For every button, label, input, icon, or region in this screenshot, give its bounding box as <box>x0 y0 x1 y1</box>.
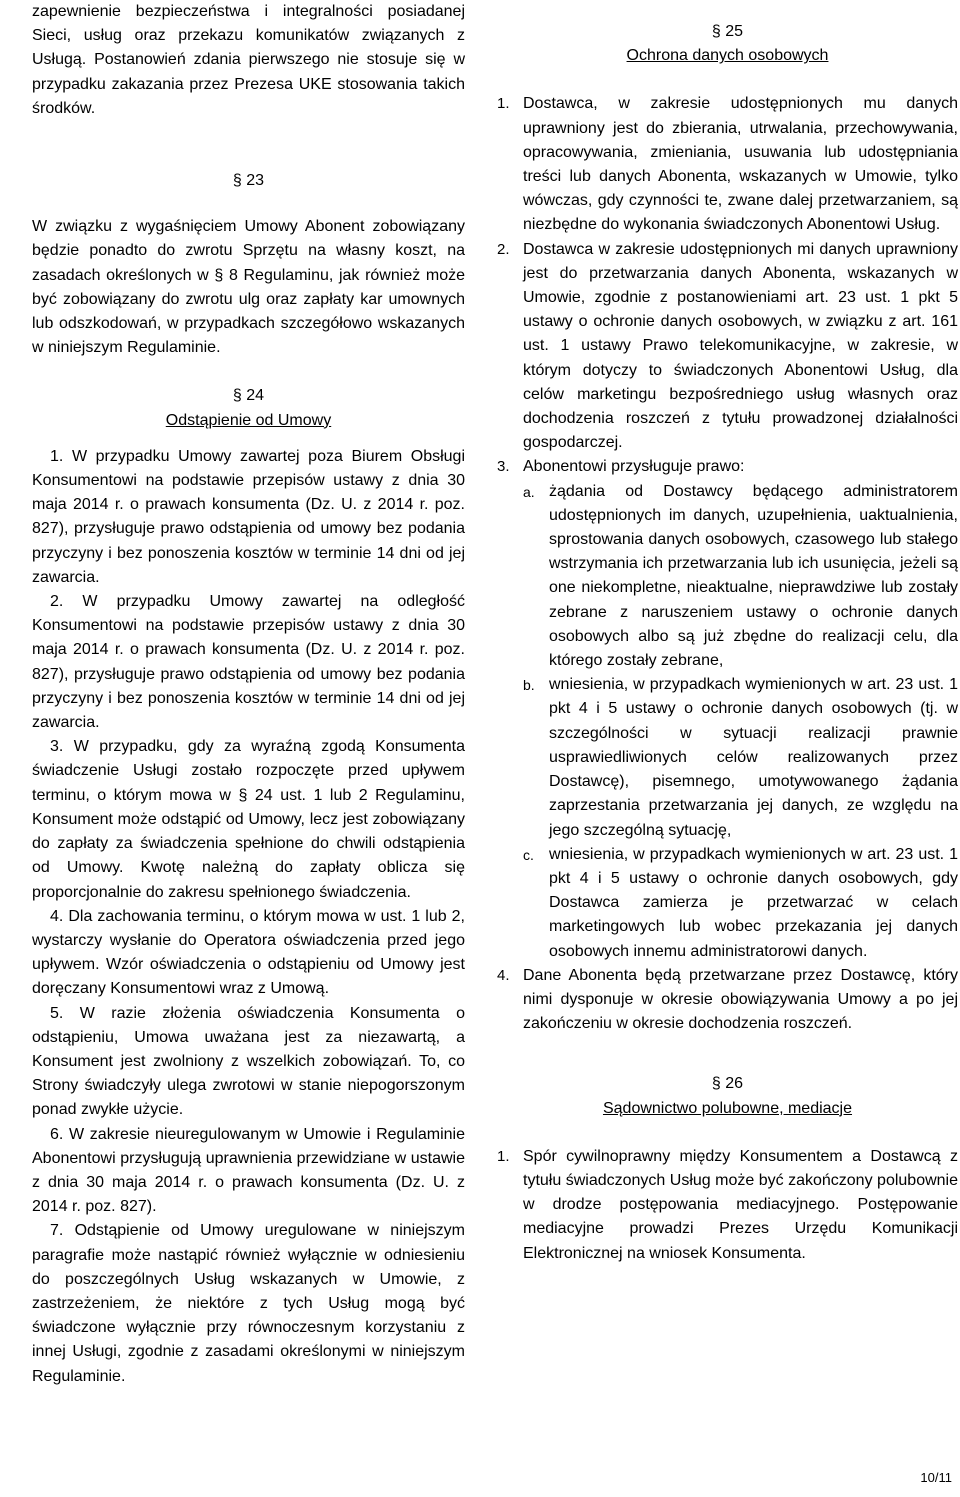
list-item <box>32 445 465 590</box>
item-text: W przypadku Umowy zawartej na odległość Konsumentowi na podstawie przepisów ustawy z dnia 30 maja 2014 r. o prawach konsumenta (Dz. U. z 2014 r. poz. 827), przysługuje prawo odstąpienia od umowy bez podania przyczyny i bez ponoszenia kosztów w terminie 14 dni od jej zawarcia. <box>32 593 465 732</box>
section-25-heading: § 25 <box>711 23 744 40</box>
intro-paragraph: zapewnienie bezpieczeństwa i integralności posiadanej Sieci, usług oraz przekazu komunikatów związanych z Usługą. Postanowień zdania pierwszego nie stosuje się w przypadku zakazania przez Prezesa UKE stosowania takich środków. <box>32 3 465 117</box>
sub-item-text: wniesienia, w przypadkach wymienionych w art. 23 ust. 1 pkt 4 i 5 ustawy o ochronie danych osobowych, gdy Dostawca zamierza je przetwarzać w celach marketingowych lub wobec przekazania jej danych osobowych innemu administratorowi danych. <box>549 845 958 960</box>
section-24-list <box>32 445 465 1389</box>
section-23-heading: § 23 <box>232 172 265 190</box>
item-number: 2. <box>50 593 64 611</box>
section-25-title: Ochrona danych osobowych <box>626 47 829 65</box>
item-text: W razie złożenia oświadczenia Konsumenta o odstąpieniu, Umowa uważana jest za niezawartą, a Konsument jest zwolniony z wszelkich zobowiązań. To, co Strony świadczyły ulega zwrotowi w stanie niepogorszonym ponad zwykłe użycie. <box>32 1004 466 1119</box>
item-number: 6. <box>50 1125 64 1143</box>
section-26-list <box>497 1145 958 1266</box>
sub-item-letter: c. <box>523 846 534 863</box>
item-text: Abonentowi przysługuje prawo: <box>523 458 745 476</box>
section-26-heading: § 26 <box>711 1075 744 1093</box>
item-text: Dostawca, w zakresie udostępnionych mu danych uprawniony jest do zbierania, utrwalania, przechowywania, opracowywania, zmieniania, usuwania lub udostępniania treści lub danych Abonenta, wskazanych w Umowie, tylko wówczas, gdy czynności te, zwane dalej przetwarzaniem, są niezbędne do wykonania świadczonych Abonentowi Usług. <box>523 95 958 234</box>
item-text: W zakresie nieuregulowanym w Umowie i Regulaminie Abonentowi przysługują uprawnienia przewidziane w ustawie z dnia 30 maja 2014 r. o prawach konsumenta (Dz. U. z 2014 r. poz. 827). <box>32 1125 466 1216</box>
item-number: 3. <box>50 738 64 756</box>
sub-item-text: wniesienia, w przypadkach wymienionych w art. 23 ust. 1 pkt 4 i 5 ustawy o ochronie danych osobowych (tj. w szczególności w sytuacji realizacji prawnie usprawiedliwionych celów realizowanych przez Dostawcę), pisemnego, umotywowanego żądania zaprzestania przetwarzania jej danych, ze względu na jego szczególną sytuację, <box>549 676 958 839</box>
list-item <box>32 590 465 735</box>
item-number: 2. <box>497 240 510 258</box>
section-26-title: Sądownictwo polubowne, mediacje <box>602 1099 853 1117</box>
section-24-heading: § 24 <box>232 387 265 405</box>
list-item <box>497 1145 958 1266</box>
item-number: 1. <box>497 1147 510 1165</box>
item-text: Spór cywilnoprawny między Konsumentem a Dostawcą z tytułu świadczonych Usług może być zakończony polubownie w drodze postępowania mediacyjnego. Postępowanie mediacyjne prowadzi Prezes Urzędu Komunikacji Elektronicznej na wniosek Konsumenta. <box>523 1147 958 1262</box>
item-text: Dostawca w zakresie udostępnionych mi danych uprawniony jest do przetwarzania danych Abonenta, wskazanych w Umowie, zgodnie z postanowieniami art. 23 ust. 1 pkt 5 ustawy o ochronie danych osobowych, w związku z art. 161 ust. 1 ustawy Prawo telekomunikacyjne, w zakresie, w którym dotyczy to świadczonych Abonentowi Usług, dla celów marketingu bezpośredniego usług własnych oraz dochodzenia roszczeń z tytułu prowadzonej działalności gospodarczej. <box>523 240 958 452</box>
right-column <box>497 0 958 1266</box>
item-text: W przypadku Umowy zawartej poza Biurem Obsługi Konsumentowi na podstawie przepisów ustawy z dnia 30 maja 2014 r. o prawach konsumenta (Dz. U. z 2014 r. poz. 827), przysługuje prawo odstąpienia od umowy bez podania przyczyny i bez ponoszenia kosztów w terminie 14 dni od jej zawarcia. <box>32 447 465 586</box>
list-item <box>497 92 958 237</box>
item-number: 1. <box>50 447 64 465</box>
item-number: 4. <box>50 907 64 925</box>
list-item <box>497 455 958 963</box>
list-item <box>32 1002 465 1123</box>
item-text: Dane Abonenta będą przetwarzane przez Dostawcę, który nimi dysponuje w okresie obowiązywania Umowy a po jej zakończeniu w okresie dochodzenia roszczeń. <box>523 966 958 1033</box>
page-number: 10/11 <box>920 1470 952 1485</box>
section-24-title: Odstąpienie od Umowy <box>165 411 332 429</box>
sub-item-letter: b. <box>523 677 535 694</box>
item-number: 7. <box>50 1222 64 1240</box>
item-text: Dla zachowania terminu, o którym mowa w ust. 1 lub 2, wystarczy wysłanie do Operatora oświadczenia przed jego upływem. Wzór oświadczenia o odstąpieniu od Umowy jest doręczany Konsumentowi wraz z Umową. <box>32 907 465 998</box>
list-item <box>32 905 465 1002</box>
sub-list-item <box>523 843 958 964</box>
item-text: W przypadku, gdy za wyraźną zgodą Konsumenta świadczenie Usługi zostało rozpoczęte przed upływem terminu, o którym mowa w § 24 ust. 1 lub 2 Regulaminu, Konsument może odstąpić od Umowy, lecz jest zobowiązany do zapłaty za świadczenia spełnione do chwili odstąpienia od Umowy. Kwotę należną do zapłaty oblicza się proporcjonalnie do zakresu spełnionego świadczenia. <box>32 738 465 901</box>
item-text: Odstąpienie od Umowy uregulowane w niniejszym paragrafie może nastąpić również wyłącznie w odniesieniu do poszczególnych Usług wskazanych w Umowie, z zastrzeżeniem, że niektóre z tych Usług mogą być świadczone wyłącznie przy równoczesnym korzystaniu z innej Usługi, zgodnie z zasadami określonymi w niniejszym Regulaminie. <box>32 1222 465 1385</box>
item-number: 1. <box>497 95 510 113</box>
section-25-list <box>497 92 958 1036</box>
sub-list-item <box>523 673 958 842</box>
sub-list-item <box>523 480 958 674</box>
item-number: 5. <box>50 1004 64 1022</box>
list-item <box>497 964 958 1037</box>
sub-item-text: żądania od Dostawcy będącego administratorem udostępnionych im danych, uzupełnienia, uaktualnienia, sprostowania danych osobowych, czasowego lub stałego wstrzymania ich przetwarzania lub ich usunięcia, jeżeli są one niekompletne, nieaktualne, nieprawdziwe lub zostały zebrane z naruszeniem ustawy o ochronie danych osobowych albo są już zbędne do realizacji celu, dla którego zostały zebrane, <box>549 482 958 670</box>
list-item <box>32 1219 465 1388</box>
section-23-text: W związku z wygaśnięciem Umowy Abonent zobowiązany będzie ponadto do zwrotu Sprzętu na własny koszt, na zasadach określonych w § 8 Regulaminu, jak również może być zobowiązany do zwrotu ulg oraz zapłaty kar umownych lub odszkodowań, w przypadkach szczegółowo wskazanych w niniejszym Regulaminie. <box>32 218 465 357</box>
left-column <box>32 0 465 1389</box>
sub-item-letter: a. <box>523 483 535 500</box>
item-number: 3. <box>497 458 510 476</box>
item-number: 4. <box>497 966 510 984</box>
list-item <box>497 238 958 456</box>
list-item <box>32 1123 465 1220</box>
list-item <box>32 735 465 904</box>
